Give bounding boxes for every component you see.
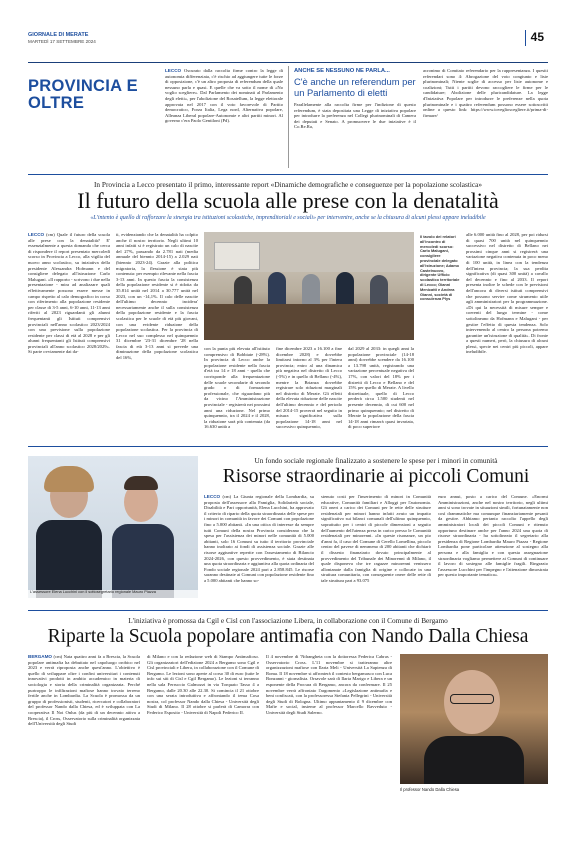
paper-name: GIORNALE DI MERATE <box>28 32 89 38</box>
section-title <box>28 78 158 112</box>
person-4 <box>336 272 354 306</box>
article1-kicker: In Provincia a Lecco presentato il primo, interessante report «Dinamiche demografiche e conseguenze per la popolazione scolastica» <box>94 180 482 189</box>
body-1 <box>36 520 102 598</box>
referendum-body: Parallelamente alla raccolta firme per l'indizione di questo referendum, è stata depositata una Legge di iniziativa popolare per introdurre la preferenza nel Collegi plurinominali di Camera dei deputati e Senato. A promuovere le due iniziative è il Co.Re.Ra, <box>294 102 416 130</box>
article2-col3: euro annui, posto a carico del Comune. «Enormi Amministrazioni, anche nel nostro territorio, negli ultimi anni si sono trovate in situazioni simili, fortunatamente non così drammatiche ma comunque finanziariamente pesanti da gestire. Abbiamo pertanto raccolto l'appello degli amministratori locali dei piccoli Comuni e ritenuto opportuno destinare anche per l'anno 2024 una quota di risorse straordinaria - ha sottolineato il segretario alla presidenza di Regione Lombardia Mauro Piazza - Regione Lombardia pone particolare attenzione al sostegno alla persona e alla famiglia e con questa assegnazione straordinaria vogliamo permettere ai Comuni di continuare il lavoro di sostegno alle famiglie fragili. Ringrazio l'assessore Lucchini per l'impegno e l'attenzione dimostrata per questo importante tematica». <box>438 494 548 578</box>
article3-col3: Il 4 novembre di 'Ndrangheta con la dottoressa Federica Cabras - Osservatorio Cross. L'11 novembre si tratteranno altre organizzazioni mafiose con Ilaria Meli - Università La Sapienza di Roma. Il 18 novembre si affronterà il contesto bergamasco con Luca Bonzanni - giornalista. Orsavole sarà di Ilaria Marigo e Libera e un esponente della Procura di Bergamo, ancora da confermare. Il 25 novembre verrà affrontato l'argomento «Legislazione antimafia e beni confiscati, con la professoressa Stefania Pellegrini - Università degli Studi di Bologna. Ultimo appuntamento il 9 dicembre con Mafie e social, insieme al professor Marcello Ravveduto - Università degli Studi Salerno. <box>266 654 392 715</box>
article1-headline: Il futuro della scuola alle prese con la denatalità <box>77 188 499 213</box>
page-number-divider <box>525 30 526 46</box>
referendum-kicker: ANCHE SE NESSUNO NE PARLA... <box>294 68 390 74</box>
article2-headline: Risorse straordinarie ai piccoli Comuni <box>222 466 530 487</box>
article3-col1 <box>28 654 140 727</box>
referendum-headline: C'è anche un referendum per un Parlamento di eletti <box>294 76 416 98</box>
prof-body <box>424 736 524 784</box>
article1-col5: dal 2029 al 2033: in quegli anni la popolazione provinciale (14-18 anni) dovrebbe scendere da 16.100 a 13.798 unità, registrando una variazione percentuale negativa del 17%, con valori del 18% per i distretti di Lecco e Bellano e del 15% per quello di Merate. A livello distrettuale, quello di Lecco perderà circa 1.500 studenti nel presente decennio, di cui 600 nel primo quinquennio; nel distretto di Merate la popolazione della fascia 14-18 anni rimarrà quasi invariata, di poco superiore <box>348 346 414 430</box>
article3-col1-text: (cm) Nata quattro anni fa a Brescia, la Scuola popolare antimafia ha debuttato nel capoluogo orobico nel 2023 e verrà riproposta anche quest'anno. L'obiettivo è quello di sviluppare oltre i confini universitari i contenuti innovativi prodotti in ambito accademico in materia di sociologia e storia della criminalità organizzata. Perché purtroppo le infiltrazioni mafiose hanno trovato terreno fertile anche in Lombardia. La Scuola è promossa da un gruppo di professionisti, studenti, ricercatori e collaboratori del professor Nando dalla Chiesa, ed è sviluppata con La cooperativa Il Noi Onlus (da più di un decennio attiva a Brescia), il Cross, Osservatorio sulla criminalità organizzata dell'Università degli Studi <box>28 654 140 727</box>
section-rule-3 <box>28 610 548 611</box>
article2-caption: L'assessore Elena Lucchini con il sottosegretario regionale Mauro Piazza <box>30 589 156 594</box>
article2-dateline: LECCO <box>204 494 221 499</box>
section-rule-2 <box>28 446 548 447</box>
article1-dateline: LECCO <box>28 232 45 237</box>
top-article-body: Oscurato dalla raccolta firme contro la legge di autonomia differenziata, c'è rischio ad aggiungere tutte le forze di opposizione, c'è un altro proposta di referendum della quale nessuno parla e quasi. E quelle che va sotto il nome di «No voglio scegliere». Dal Parlamento dei nominati al Parlamento degli eletti», per l'abolizione del Rosatellum, la legge elettorale approvata nel 2017 con il voto favorevole di Partito democratico, Forza Italia, Lega nord, Alternativa popolare, Alleanza Liberal popolare-Autonomie e altri partiti minori. Al governo c'era Paolo Gentiloni (Pd). <box>165 68 283 124</box>
conference-photo <box>204 232 414 340</box>
body-2 <box>112 524 174 598</box>
portrait-photo <box>28 456 198 598</box>
article1-col1-text: (cm) Quale il futuro della scuola alle prese con la denatalità? E' essenzialmente a questa domanda che cerca di rispondere il report presentato mercoledì scorso in Provincia a Lecco, alla vigilia del nuovo anno scolastico, su iniziativa della presidente Alessandra Hofmann e del consigliere delegato all'istruzione Carlo Malugani. «Il rapporto - scrivono i due nella presentazione - mira ad analizzare quali effettivamente possono essere messe in campo rispetto al calo demografico in corso con riferimento alla popolazione residente per classe di 3-5 anni, 6-10 anni, 11-13 anni riferiti al 2023 riguardanti gli alunni frequentanti gli Istituti comprensivi provinciali nell'anno scolastico 2023/2024 con una previsione sulla popolazione residente per classi di età al 2028 e per gli alunni frequentanti gli Istituti comprensivi provinciali all'anno scolastico 2028/2029». Si parte ovviamente dai da- <box>28 232 111 355</box>
section-title-text: PROVINCIA E OLTRE <box>28 77 138 112</box>
photo-table <box>204 304 414 340</box>
article1-subhead: «L'intento è quello di rafforzare la sinergia tra istituzioni scolastiche, imprenditoriali e sociali» per intervenire, anche se la chiusura di alcuni plessi appare ineludibile <box>90 215 486 221</box>
header-rule <box>28 62 548 63</box>
article3-caption: Il professor Nando Dalla Chiesa <box>400 787 460 792</box>
article3-col2: di Milano e con la redazione web di Stampo Antimafioso. Gli organizzatori dell'edizione 2024 a Bergamo sono Cgil e Cisl provinciali e Libera, in collaborazione con il Comune di Bergamo. Le lezioni sono aperte al corso 30 di euro (tutte le info sui siti di Cisl e Cgil Bergamo). Le lezioni si terranno nella sala Ferruccio Galmozzi in via Torquato Tasso 4 a Bergamo, dalle 20.30 alle 22.30. Si comincia il 21 ottobre con una serata introduttiva e affrontando il tema Cosa nostra, col professor Nando dalla Chiesa - Università degli Studi di Milano. Il 28 ottobre si parlerà di Camorra con Federico Esposito - Università di Napoli Federico II. <box>147 654 259 715</box>
article1-col4: fine dicembre 2023 a 16.100 a fine dicembre 2028) e dovrebbe limitarsi intorno al 3% per l'intera provincia; entro al una dinamica più negativa nel distretto di Lecco (-5%) e in quello di Bellano (-4%), mentre la Brianza dovrebbe registrare solo riduzioni marginali nel distretto di Merate. Gli effetti della elevata riduzione delle nascite dell'ultimo decennio e del periodo del 2014-15 proverrà nel seguito in misura significativa sulla popolazione 14-18 anni nel successivo quinquennio, <box>276 346 342 430</box>
article2-col1-text: (cm) La Giunta regionale della Lombardia, su proposta dell'assessore alla Famiglia, Solidarietà sociale, Disabilità e Pari opportunità, Elena Lucchini, ha approvato il criterio di riparto della quota straordinaria delle spese per i minori in comunità in favore dei Comuni con popolazione fino a 5.000 abitanti. «In una ottica di interesse da sempre tutti Comuni della nostra Provincia considerano che la spesa per l'assistenza dei minori nelle comunità di 5.000 abitanti, solo 16 Comuni su tutto il territorio provinciale hanno inoltrato ai fondi di assistenza sociale. Grazie alle risorse aggiuntive reperite con l'assestamento di Bilancio 2024-2026, con questo provvedimento, è stata destinata una quota straordinaria e aggiuntiva alla quota ordinaria del Fondo sociale regionale 2024 pari a 2.858.845. Le risorse saranno destinate ai Comuni con popolazione residente fino a 5.000 abitanti che hanno so- <box>204 494 314 583</box>
article2-kicker: Un fondo sociale regionale finalizzato a sostenere le spese per i minori in comunità <box>254 456 498 465</box>
article3-dateline: BERGAMO <box>28 654 52 659</box>
article3-headline: Riparte la Scuola popolare antimafia con Nando Dalla Chiesa <box>47 626 529 647</box>
referendum-continued: acronimo di Comitato referendario per la rappresentanza. I quesiti referendari sono 4: Abrogazione del voto congiunto e liste plurinominali; Niente soglie di accesso per liste autonome e coalizioni; Tutti i partiti devono raccogliere le firme per le candidature; Abolizione delle pluricandidature. La legge d'Iniziativa Popolare per introdurre le preferenze nella quota plurinominale e i quattro referendum possono essere sottoscritti online a questo link: https://www.ioveglioscegliere.it/prima-di-firmare/ <box>423 68 548 118</box>
person-1 <box>234 276 252 306</box>
article1-caption <box>420 235 460 302</box>
column-divider <box>288 66 289 168</box>
professor-photo <box>400 654 548 784</box>
masthead <box>28 30 548 62</box>
section-rule <box>28 174 548 175</box>
referendum-box <box>294 68 416 130</box>
page-number: 45 <box>530 30 544 44</box>
article2-col1 <box>204 494 314 584</box>
person-5 <box>370 275 388 306</box>
hair-2 <box>124 476 158 490</box>
caption-text: Il tavolo dei relatori all'incontro di mercoledì scorso: Carlo Malugani, consigliere provinciale delegato all'istruzione; Adamo Castelnuovo, dirigente Ufficio scolastico territoriale di Lecco; Gianni Menicatti e Andrea Gianni, società di consulenza Plys <box>420 234 460 302</box>
article1-col6: alle 6.000 unità fino al 2028, per poi ridursi di quasi 700 unità nel quinquennio successivo nel distretto di Bellano nei prossimi cinque anni si registrerà una variazione negativa contenuta in poco meno di 100 unità, in linea con la tendenza dell'intera provincia; la sua perdita significativa (di quasi 300 unità) a cavallo del decennio e fino al 2033. Il report presenta inoltre le schede con le previsioni dell'ancora di diversi istituti comprensivi che possono servire come strumento utile agli amministratori per la programmazione. «Di qui la necessità di misure sempre e coerenti del lungo termine - come sottolineano da Hofmann e Malugani - per gestire l'effetto di questa tendenza. Solo intervenendo al centro la persona potremo garantire un'istruzione di qualità». Di fronte a questi numeri, però, la chiusura di alcuni plessi, specie nei centri più piccoli, appare ineludibile. <box>466 232 548 355</box>
photo-screen <box>214 242 260 270</box>
prof-glasses <box>450 694 494 704</box>
article1-col3: con la punta più elevata all'istituto comprensivo di Bobbiate (-28%). In provincia di Lecco anche la popolazione residente nella fascia d'età tra 14 e 18 anni - quella che corrisponde alla frequentazione delle scuole secondarie di secondo grado o di formazione professionale, che riguardano più da vicino l'Amministrazione provinciale - registrerà nei prossimi anni una riduzione. Nel primo quinquennio, tra il 2024 e il 2028, la riduzione sarà più contenuta (da 16.630 unità a <box>204 346 270 430</box>
person-3 <box>302 274 320 306</box>
person-2 <box>268 272 286 306</box>
issue-date: MARTEDÌ 17 SETTEMBRE 2024 <box>28 39 96 44</box>
article3-kicker: L'iniziativa è promossa da Cgil e Cisl con l'associazione Libera, in collaborazione con il Comune di Bergamo <box>128 616 448 625</box>
top-article-text <box>165 68 283 124</box>
dateline: LECCO <box>165 68 182 73</box>
article1-col2: ti, evidenziando che la denatalità ha colpito anche il nostro territorio. Negli ultimi 10 anni infatti si è registrato un calo di nascite del 27%, passando da 2.781 nati (media annuale del biennio 2014-15) a 2.029 nati (biennio 2023-24). Grazie alla politica migratoria, la flessione è stata più contenuta: per esempio rilevante nella fascia 3-13 anni. In questo fascia la consistenza della popolazione residente si è ridotta da 35.814 unità nel 2014 a 30.777 unità nel 2023, con un -14,1%. Il calo delle nascite dell'ultimo decennio incidera' necessariamente anche il sulla consistenza della popolazione residente e la fascia scolastica per le scuole di età più giovani, con una evidente riduzione della popolazione scolastica. Per la provincia di Lecco nel suo complesso nel quinquennio 31 dicembre '23-31 dicembre '28 nella fascia di età 3-13 anni si prevede una diminuzione della popolazione scolastica del 16%, <box>116 232 198 361</box>
hair-1 <box>44 466 94 492</box>
article2-col2: stenuto costi per l'inserimento di minori in Comunità educative, Comunità familiari e Alloggi per l'autonomia. Gli oneri a carico dei Comuni per le rette delle strutture residenziali per minori hanno infatti avuto un impatto significativo sui bilanci comunali dell'ultimo quinquennio, soprattutto per i centri di piccole dimensioni a seguito dell'aumento dell'utenza presa in carico presso le Comunità residenziali per minorenni. «In queste risonanze, un pio d'anni fa, il caso del Comune di Cerello Lomellina, piccolo centro del pavese di nemmeno di 200 abitanti che dichiarò il dissesto finanziario dovuto principalmente al provvedimento del Tribunale dei Minorenni di Milano, il quale disponeva che tre ragazze minorenni venissero allontanate dalla famiglia di origine e collocate in una struttura comunitaria, con conseguente onere delle rette di tale struttura pari a 93.075 <box>321 494 431 583</box>
article1-col1 <box>28 232 110 355</box>
